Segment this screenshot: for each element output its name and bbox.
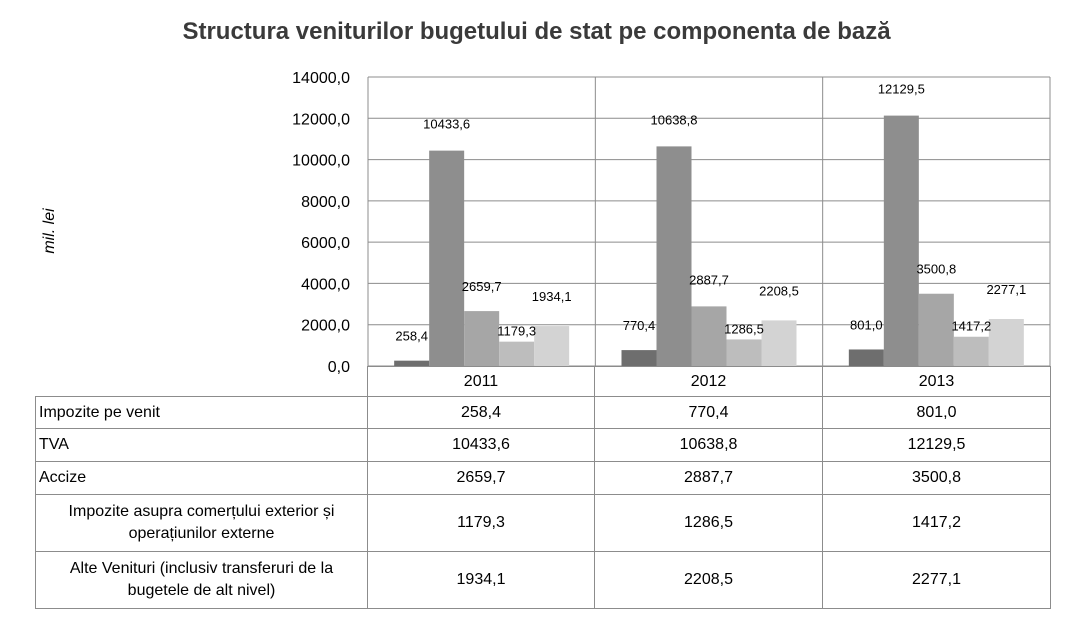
bar — [762, 320, 797, 366]
y-tick-label: 14000,0 — [292, 70, 350, 87]
bars — [394, 116, 1027, 366]
table-cell: 258,4 — [368, 397, 595, 429]
data-label: 10638,8 — [650, 112, 698, 128]
bar — [727, 339, 762, 366]
data-label: 3500,8 — [916, 261, 957, 277]
table-cell: 1934,1 — [368, 552, 595, 609]
table-cell: 3500,8 — [823, 462, 1051, 495]
data-table — [35, 366, 1051, 609]
table-header-row — [36, 367, 1051, 397]
table-row — [36, 552, 1051, 609]
data-label: 1286,5 — [724, 321, 764, 337]
bar — [954, 337, 989, 366]
y-tick-label: 8000,0 — [301, 193, 350, 211]
bar — [622, 350, 657, 366]
bar — [464, 311, 499, 366]
table-cell: 2659,7 — [368, 462, 595, 495]
bar — [429, 151, 464, 366]
table-cell: 2277,1 — [823, 552, 1051, 609]
y-tick-label: 0,0 — [327, 359, 350, 376]
table-cell: 1286,5 — [595, 495, 823, 552]
data-label: 12129,5 — [877, 81, 925, 97]
table-row — [36, 462, 1051, 495]
table-cell: 2887,7 — [595, 462, 823, 495]
table-cell: 2208,5 — [595, 552, 823, 609]
y-tick-label: 2000,0 — [301, 317, 350, 335]
data-label: 1417,2 — [951, 318, 992, 334]
bar — [692, 306, 727, 366]
data-label: 2277,1 — [986, 281, 1027, 297]
y-tick-label: 6000,0 — [301, 235, 350, 253]
data-label: 801,0 — [850, 317, 883, 333]
y-tick-labels — [292, 70, 350, 376]
bar — [989, 319, 1024, 366]
data-label: 10433,6 — [423, 116, 471, 132]
row-label: Impozite pe venit — [36, 397, 368, 429]
bar — [657, 146, 692, 366]
bar — [884, 116, 919, 366]
bar — [919, 294, 954, 366]
y-tick-label: 10000,0 — [292, 152, 350, 170]
row-label: TVA — [36, 429, 368, 462]
table-cell: 12129,5 — [823, 429, 1051, 462]
data-label: 2208,5 — [759, 283, 799, 299]
bar — [534, 326, 569, 366]
table-cell: 1179,3 — [368, 495, 595, 552]
table-row — [36, 495, 1051, 552]
table-header-2011: 2011 — [368, 367, 595, 397]
data-label: 1934,1 — [531, 289, 572, 305]
row-label: Accize — [36, 462, 368, 495]
table-header-2012: 2012 — [595, 367, 823, 397]
chart-title: Structura veniturilor bugetului de stat pe componenta de bază — [182, 18, 891, 45]
table-cell: 10638,8 — [595, 429, 823, 462]
row-label: Impozite asupra comerțului exterior și operațiunilor externe — [36, 495, 368, 552]
table-row — [36, 429, 1051, 462]
bar — [849, 349, 884, 366]
y-tick-label: 12000,0 — [292, 111, 350, 129]
table-cell: 10433,6 — [368, 429, 595, 462]
table-row — [36, 397, 1051, 429]
row-label: Alte Venituri (inclusiv transferuri de la bugetele de alt nivel) — [36, 552, 368, 609]
y-tick-label: 4000,0 — [301, 276, 350, 294]
data-label: 2659,7 — [461, 279, 502, 295]
data-label: 1179,3 — [497, 323, 537, 339]
data-label: 770,4 — [622, 318, 656, 334]
table-cell: 1417,2 — [823, 495, 1051, 552]
table-header-2013: 2013 — [823, 367, 1051, 397]
y-axis-label: mil. lei — [41, 208, 58, 254]
table-corner — [36, 367, 368, 397]
table-cell: 801,0 — [823, 397, 1051, 429]
data-label: 2887,7 — [689, 272, 729, 288]
data-label: 258,4 — [395, 328, 428, 344]
table-cell: 770,4 — [595, 397, 823, 429]
bar — [499, 342, 534, 366]
